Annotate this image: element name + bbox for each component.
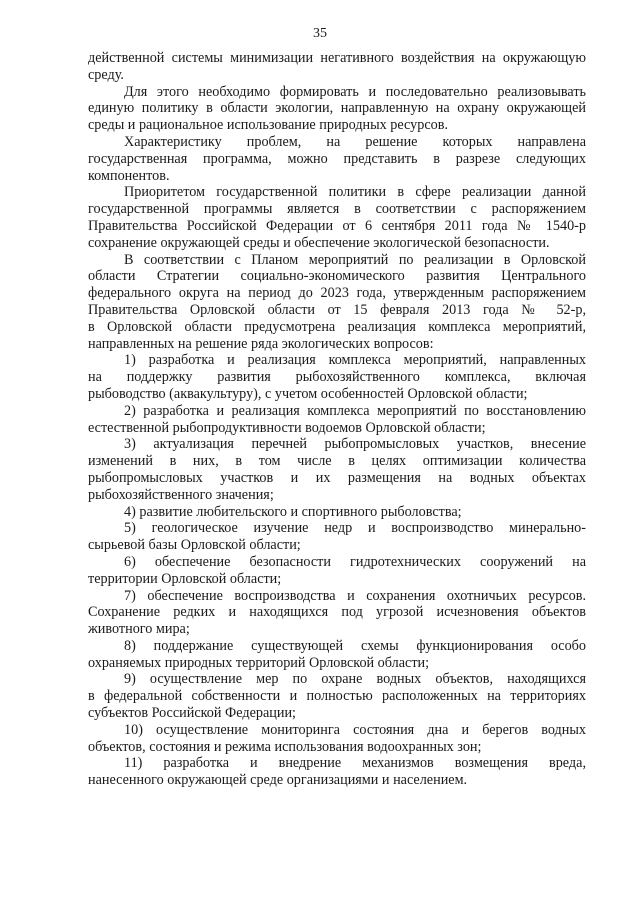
paragraph bbox=[88, 520, 586, 554]
paragraph-line: В соответствии с Планом мероприятий по реализации в Орловской bbox=[124, 251, 586, 268]
paragraph bbox=[88, 671, 586, 721]
paragraph bbox=[88, 252, 586, 353]
paragraph-line: животного мира; bbox=[88, 621, 190, 638]
paragraph-line: государственной программы является в соответствии с распоряжением bbox=[88, 201, 586, 218]
paragraph bbox=[88, 504, 586, 521]
paragraph-line: 7) обеспечение воспроизводства и сохранения охотничьих ресурсов. bbox=[124, 587, 586, 604]
paragraph-line: естественной рыбопродуктивности водоемов Орловской области; bbox=[88, 419, 486, 436]
document-body bbox=[88, 50, 586, 789]
paragraph-line: 10) осуществление мониторинга состояния дна и берегов водных bbox=[124, 721, 586, 738]
paragraph-line: Приоритетом государственной политики в сфере реализации данной bbox=[124, 184, 586, 201]
paragraph-line: направленных на решение ряда экологических вопросов: bbox=[88, 335, 434, 352]
paragraph bbox=[88, 638, 586, 672]
paragraph bbox=[88, 84, 586, 134]
paragraph-line: 9) осуществление мер по охране водных объектов, находящихся bbox=[124, 671, 586, 688]
paragraph-line: в Орловской области предусмотрена реализация комплекса мероприятий, bbox=[88, 318, 586, 335]
paragraph bbox=[88, 554, 586, 588]
paragraph-line: государственная программа, можно представить в разрезе следующих bbox=[88, 150, 586, 167]
paragraph-line: компонентов. bbox=[88, 167, 170, 184]
paragraph bbox=[88, 352, 586, 402]
paragraph-line: 5) геологическое изучение недр и воспроизводство минерально- bbox=[124, 520, 586, 537]
paragraph-line: 4) развитие любительского и спортивного рыболовства; bbox=[124, 503, 462, 520]
paragraph-line: рыбоводство (аквакультуру), с учетом особенностей Орловской области; bbox=[88, 385, 528, 402]
paragraph-line: объектов, состояния и режима использования водоохранных зон; bbox=[88, 738, 482, 755]
paragraph bbox=[88, 134, 586, 184]
paragraph-line: на поддержку развития рыбохозяйственного комплекса, включая bbox=[88, 369, 586, 386]
paragraph-line: единую политику в области экологии, направленную на охрану окружающей bbox=[88, 100, 586, 117]
paragraph-line: среду. bbox=[88, 66, 124, 83]
paragraph-line: сырьевой базы Орловской области; bbox=[88, 537, 301, 554]
paragraph-line: рыбохозяйственного значения; bbox=[88, 486, 274, 503]
paragraph-line: области Стратегии социально-экономического развития Центрального bbox=[88, 268, 586, 285]
paragraph-line: федерального округа на период до 2023 года, утвержденным распоряжением bbox=[88, 285, 586, 302]
paragraph-line: Правительства Российской Федерации от 6 сентября 2011 года № 1540-р bbox=[88, 217, 586, 234]
paragraph bbox=[88, 588, 586, 638]
paragraph-line: Для этого необходимо формировать и последовательно реализовывать bbox=[124, 83, 586, 100]
paragraph-line: 1) разработка и реализация комплекса мероприятий, направленных bbox=[124, 352, 586, 369]
paragraph-line: сохранение окружающей среды и обеспечение экологической безопасности. bbox=[88, 234, 550, 251]
paragraph-line: 2) разработка и реализация комплекса мероприятий по восстановлению bbox=[124, 402, 586, 419]
paragraph-line: субъектов Российской Федерации; bbox=[88, 705, 296, 722]
paragraph bbox=[88, 184, 586, 251]
paragraph bbox=[88, 436, 586, 503]
paragraph-line: рыбопромысловых участков и их размещения на водных объектах bbox=[88, 469, 586, 486]
paragraph-line: Правительства Орловской области от 15 февраля 2013 года № 52-р, bbox=[88, 301, 586, 318]
paragraph-line: 3) актуализация перечней рыбопромысловых участков, внесение bbox=[124, 436, 586, 453]
paragraph-line: Сохранение редких и находящихся под угрозой исчезновения объектов bbox=[88, 604, 586, 621]
paragraph-line: территории Орловской области; bbox=[88, 570, 282, 587]
paragraph-line: изменений в них, в том числе в целях оптимизации количества bbox=[88, 453, 586, 470]
paragraph-line: 6) обеспечение безопасности гидротехнических сооружений на bbox=[124, 553, 586, 570]
paragraph-line: 11) разработка и внедрение механизмов возмещения вреда, bbox=[124, 755, 586, 772]
paragraph-line: действенной системы минимизации негативного воздействия на окружающую bbox=[88, 50, 586, 66]
paragraph-line: в федеральной собственности и полностью расположенных на территориях bbox=[88, 688, 586, 705]
paragraph bbox=[88, 403, 586, 437]
paragraph-line: охраняемых природных территорий Орловской области; bbox=[88, 654, 430, 671]
page-number: 35 bbox=[313, 26, 327, 41]
paragraph bbox=[88, 755, 586, 789]
paragraph bbox=[88, 722, 586, 756]
paragraph-line: среды и рациональное использование природных ресурсов. bbox=[88, 117, 448, 134]
paragraph-line: нанесенного окружающей среде организациями и населением. bbox=[88, 772, 468, 789]
paragraph-line: Характеристику проблем, на решение которых направлена bbox=[124, 133, 586, 150]
paragraph-line: 8) поддержание существующей схемы функционирования особо bbox=[124, 637, 586, 654]
paragraph bbox=[88, 50, 586, 84]
